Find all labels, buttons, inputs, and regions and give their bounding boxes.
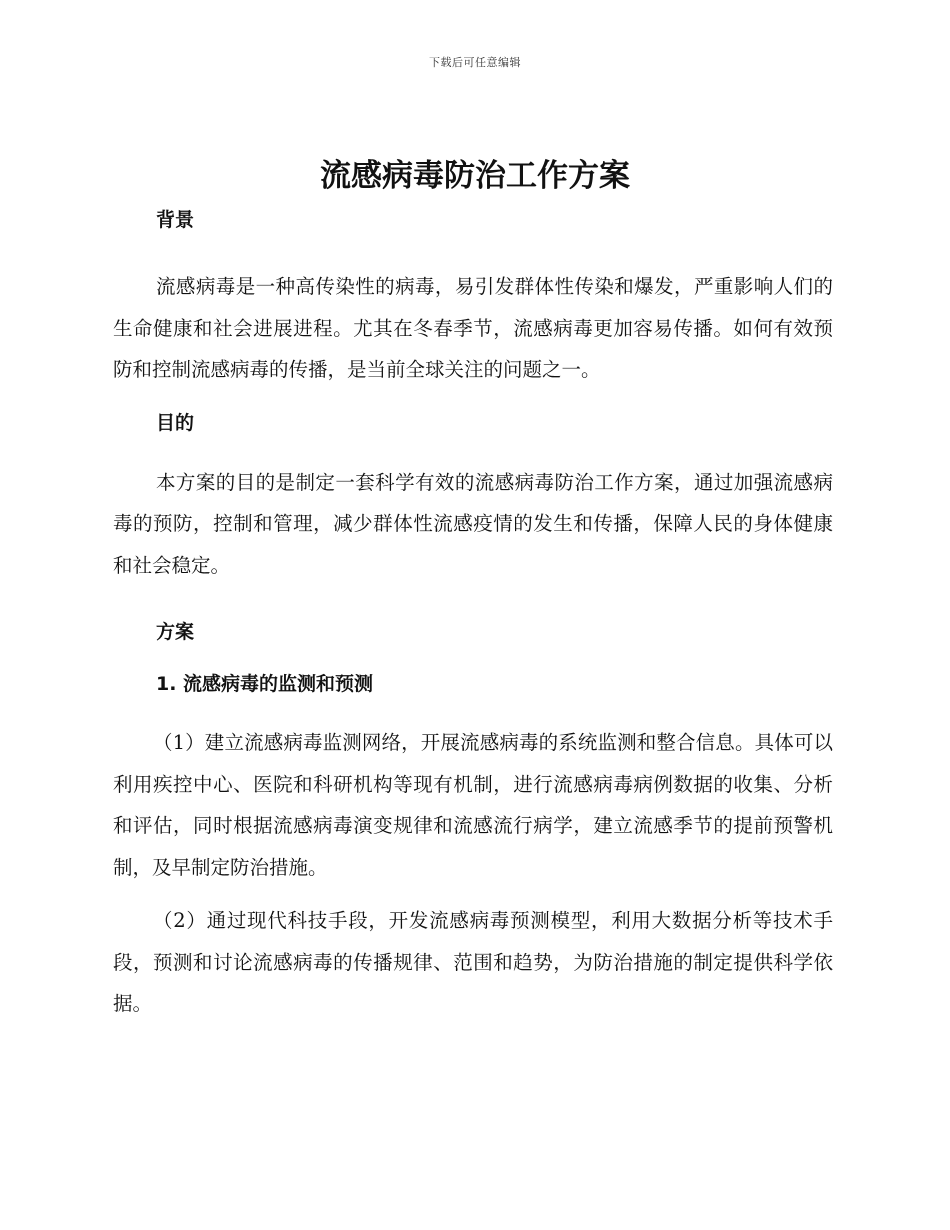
aim-paragraph: 本方案的目的是制定一套科学有效的流感病毒防治工作方案，通过加强流感病毒的预防，控制和管理，减少群体性流感疫情的发生和传播，保障人民的身体健康和社会稳定。	[113, 470, 833, 577]
plan-item-2: （2）通过现代科技手段，开发流感病毒预测模型，利用大数据分析等技术手段，预测和讨论流感病毒的传播规律、范围和趋势，为防治措施的制定提供科学依据。	[113, 909, 833, 1015]
background-heading: 背景	[156, 209, 195, 231]
aim-heading: 目的	[156, 411, 195, 434]
plan-item-1: （1）建立流感病毒监测网络，开展流感病毒的系统监测和整合信息。具体可以利用疾控中心、医院和科研机构等现有机制，进行流感病毒病例数据的收集、分析和评估，同时根据流感病毒演变规律和流感流行病学，建立流感季节的提前预警机制，及早制定防治措施。	[113, 731, 833, 879]
document-body	[113, 206, 833, 1025]
plan-heading: 方案	[156, 621, 195, 643]
header-note: 下载后可任意编辑	[429, 56, 521, 69]
background-paragraph: 流感病毒是一种高传染性的病毒，易引发群体性传染和爆发，严重影响人们的生命健康和社会进展进程。尤其在冬春季节，流感病毒更加容易传播。如何有效预防和控制流感病毒的传播，是当前全球关注的问题之一。	[113, 275, 833, 381]
document-title: 流感病毒防治工作方案	[320, 158, 630, 194]
plan-subheading-monitoring: 1. 流感病毒的监测和预测	[156, 673, 374, 695]
